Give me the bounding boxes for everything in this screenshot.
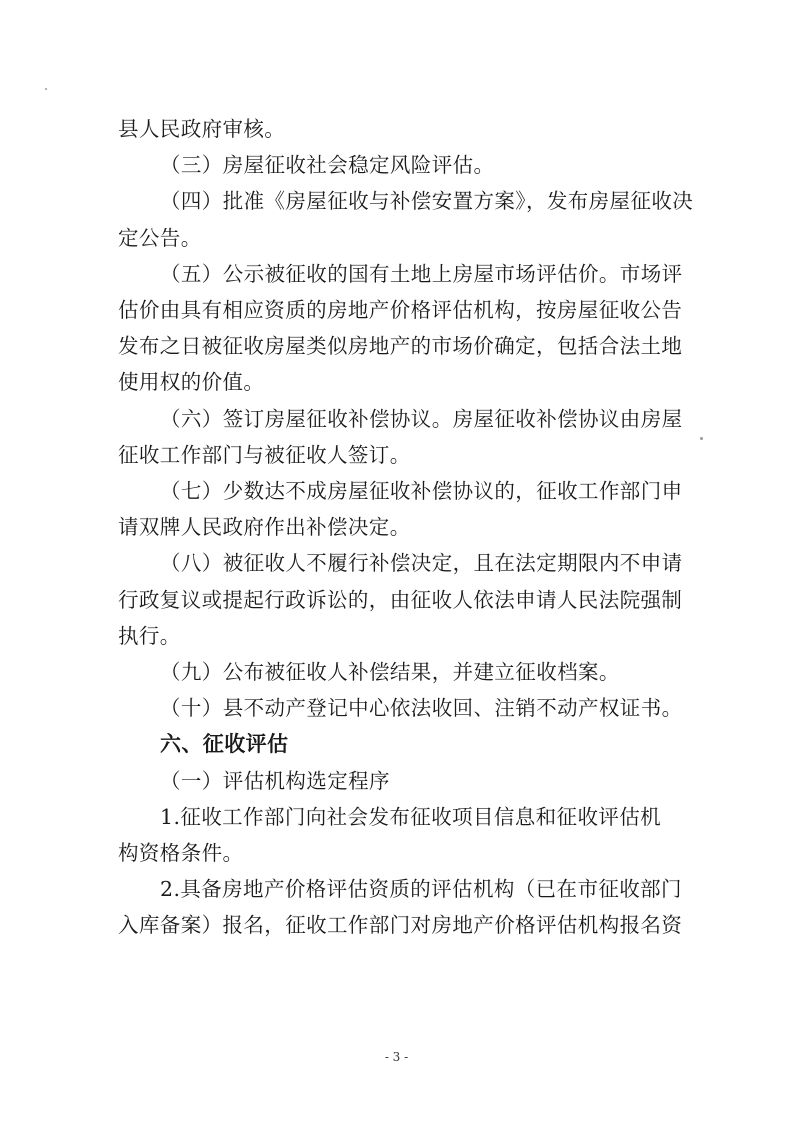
paragraph-line: 请双牌人民政府作出补偿决定。: [118, 515, 411, 539]
page-number: - 3 -: [384, 1050, 409, 1064]
paragraph-line: （九）公布被征收人补偿结果，并建立征收档案。: [160, 660, 620, 684]
paragraph-line: 县人民政府审核。: [118, 117, 286, 141]
paragraph-line: （一）评估机构选定程序: [160, 769, 390, 793]
paragraph-line: 入库备案）报名，征收工作部门对房地产价格评估机构报名资: [118, 913, 683, 937]
paragraph-line: 2.具备房地产价格评估资质的评估机构（已在市征收部门: [160, 877, 682, 901]
paragraph-line: （六）签订房屋征收补偿协议。房屋征收补偿协议由房屋: [160, 407, 683, 431]
paragraph-line: （三）房屋征收社会稳定风险评估。: [160, 153, 495, 177]
paragraph-line: （七）少数达不成房屋征收补偿协议的，征收工作部门申: [160, 479, 683, 503]
paragraph-line: （十）县不动产登记中心依法收回、注销不动产权证书。: [160, 696, 683, 720]
paragraph-line: 执行。: [118, 624, 181, 648]
paragraph-line: 行政复议或提起行政诉讼的，由征收人依法申请人民法院强制: [118, 588, 683, 612]
paragraph-line: 使用权的价值。: [118, 370, 265, 394]
paragraph-line: （五）公示被征收的国有土地上房屋市场评估价。市场评: [160, 262, 683, 286]
paragraph-line: （四）批准《房屋征收与补偿安置方案》，发布房屋征收决: [160, 189, 694, 213]
paragraph-line: 征收工作部门与被征收人签订。: [118, 443, 411, 467]
paragraph-line: 构资格条件。: [118, 841, 244, 865]
paragraph-line: 估价由具有相应资质的房地产价格评估机构，按房屋征收公告: [118, 298, 683, 322]
paragraph-line: 发布之日被征收房屋类似房地产的市场价确定，包括合法土地: [118, 334, 683, 358]
paragraph-line: 1.征收工作部门向社会发布征收项目信息和征收评估机: [160, 805, 662, 829]
paragraph-line: （八）被征收人不履行补偿决定，且在法定期限内不申请: [160, 551, 683, 575]
scan-speck: [45, 88, 47, 90]
section-heading: 六、征收评估: [160, 732, 289, 756]
scan-speck: [700, 437, 703, 440]
paragraph-line: 定公告。: [118, 226, 202, 250]
